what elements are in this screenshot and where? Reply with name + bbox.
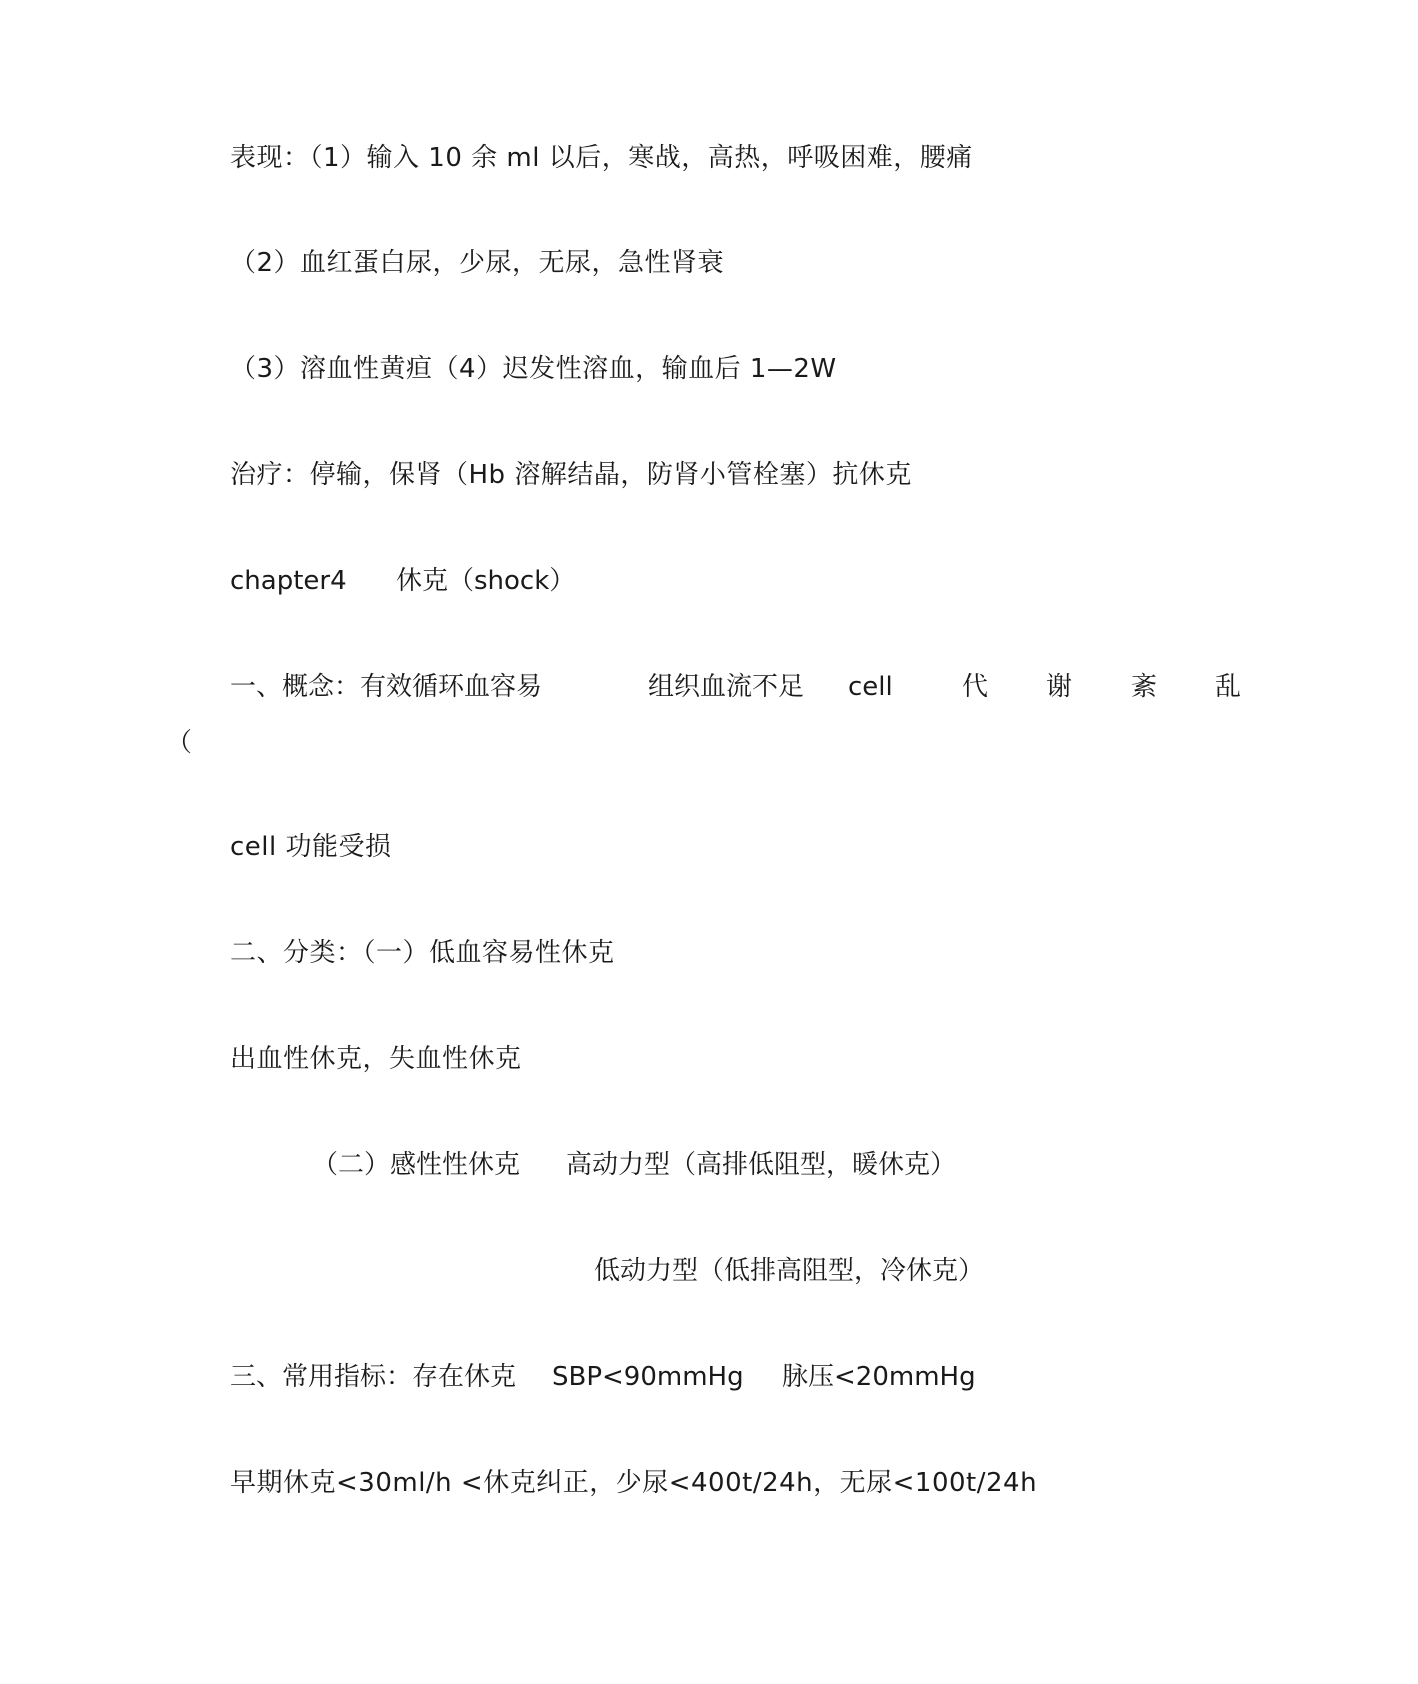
line-hemorrhagic: 出血性休克，失血性休克 — [230, 1044, 522, 1074]
concept-cell: cell — [848, 672, 893, 702]
concept-char-wen: 紊 — [1131, 672, 1158, 702]
concept-char-dai: 代 — [962, 672, 989, 702]
chapter-number: chapter4 — [230, 566, 347, 596]
indicator-pulse-pressure: 脉压<20mmHg — [782, 1362, 976, 1392]
chapter-title: 休克（shock） — [396, 566, 576, 596]
classification-heading: 二、分类：（一）低血容易性休克 — [230, 938, 615, 968]
line-manifestation-2: （2）血红蛋白尿，少尿，无尿，急性肾衰 — [230, 248, 725, 278]
line-urine-output: 早期休克<30ml/h <休克纠正，少尿<400t/24h，无尿<100t/24h — [230, 1468, 1038, 1498]
concept-part-2: 组织血流不足 — [648, 672, 805, 702]
concept-char-xie: 谢 — [1046, 672, 1073, 702]
line-cell-function: cell 功能受损 — [230, 832, 392, 862]
line-manifestation-3: （3）溶血性黄疸（4）迟发性溶血，输血后 1—2W — [230, 354, 837, 384]
indicators-heading: 三、常用指标：存在休克 — [230, 1362, 517, 1392]
concept-open-paren: （ — [166, 728, 193, 758]
concept-char-luan: 乱 — [1215, 672, 1242, 702]
concept-heading: 一、概念：有效循环血容易 — [230, 672, 543, 702]
indicator-sbp: SBP<90mmHg — [552, 1362, 744, 1392]
hypodynamic-type: 低动力型（低排高阻型，冷休克） — [594, 1256, 985, 1286]
line-treatment: 治疗：停输，保肾（Hb 溶解结晶，防肾小管栓塞）抗休克 — [230, 460, 912, 490]
septic-shock-label: （二）感性性休克 — [312, 1150, 521, 1180]
hyperdynamic-type: 高动力型（高排低阻型，暖休克） — [566, 1150, 957, 1180]
line-manifestation-1: 表现：（1）输入 10 余 ml 以后，寒战，高热，呼吸困难，腰痛 — [230, 143, 973, 173]
